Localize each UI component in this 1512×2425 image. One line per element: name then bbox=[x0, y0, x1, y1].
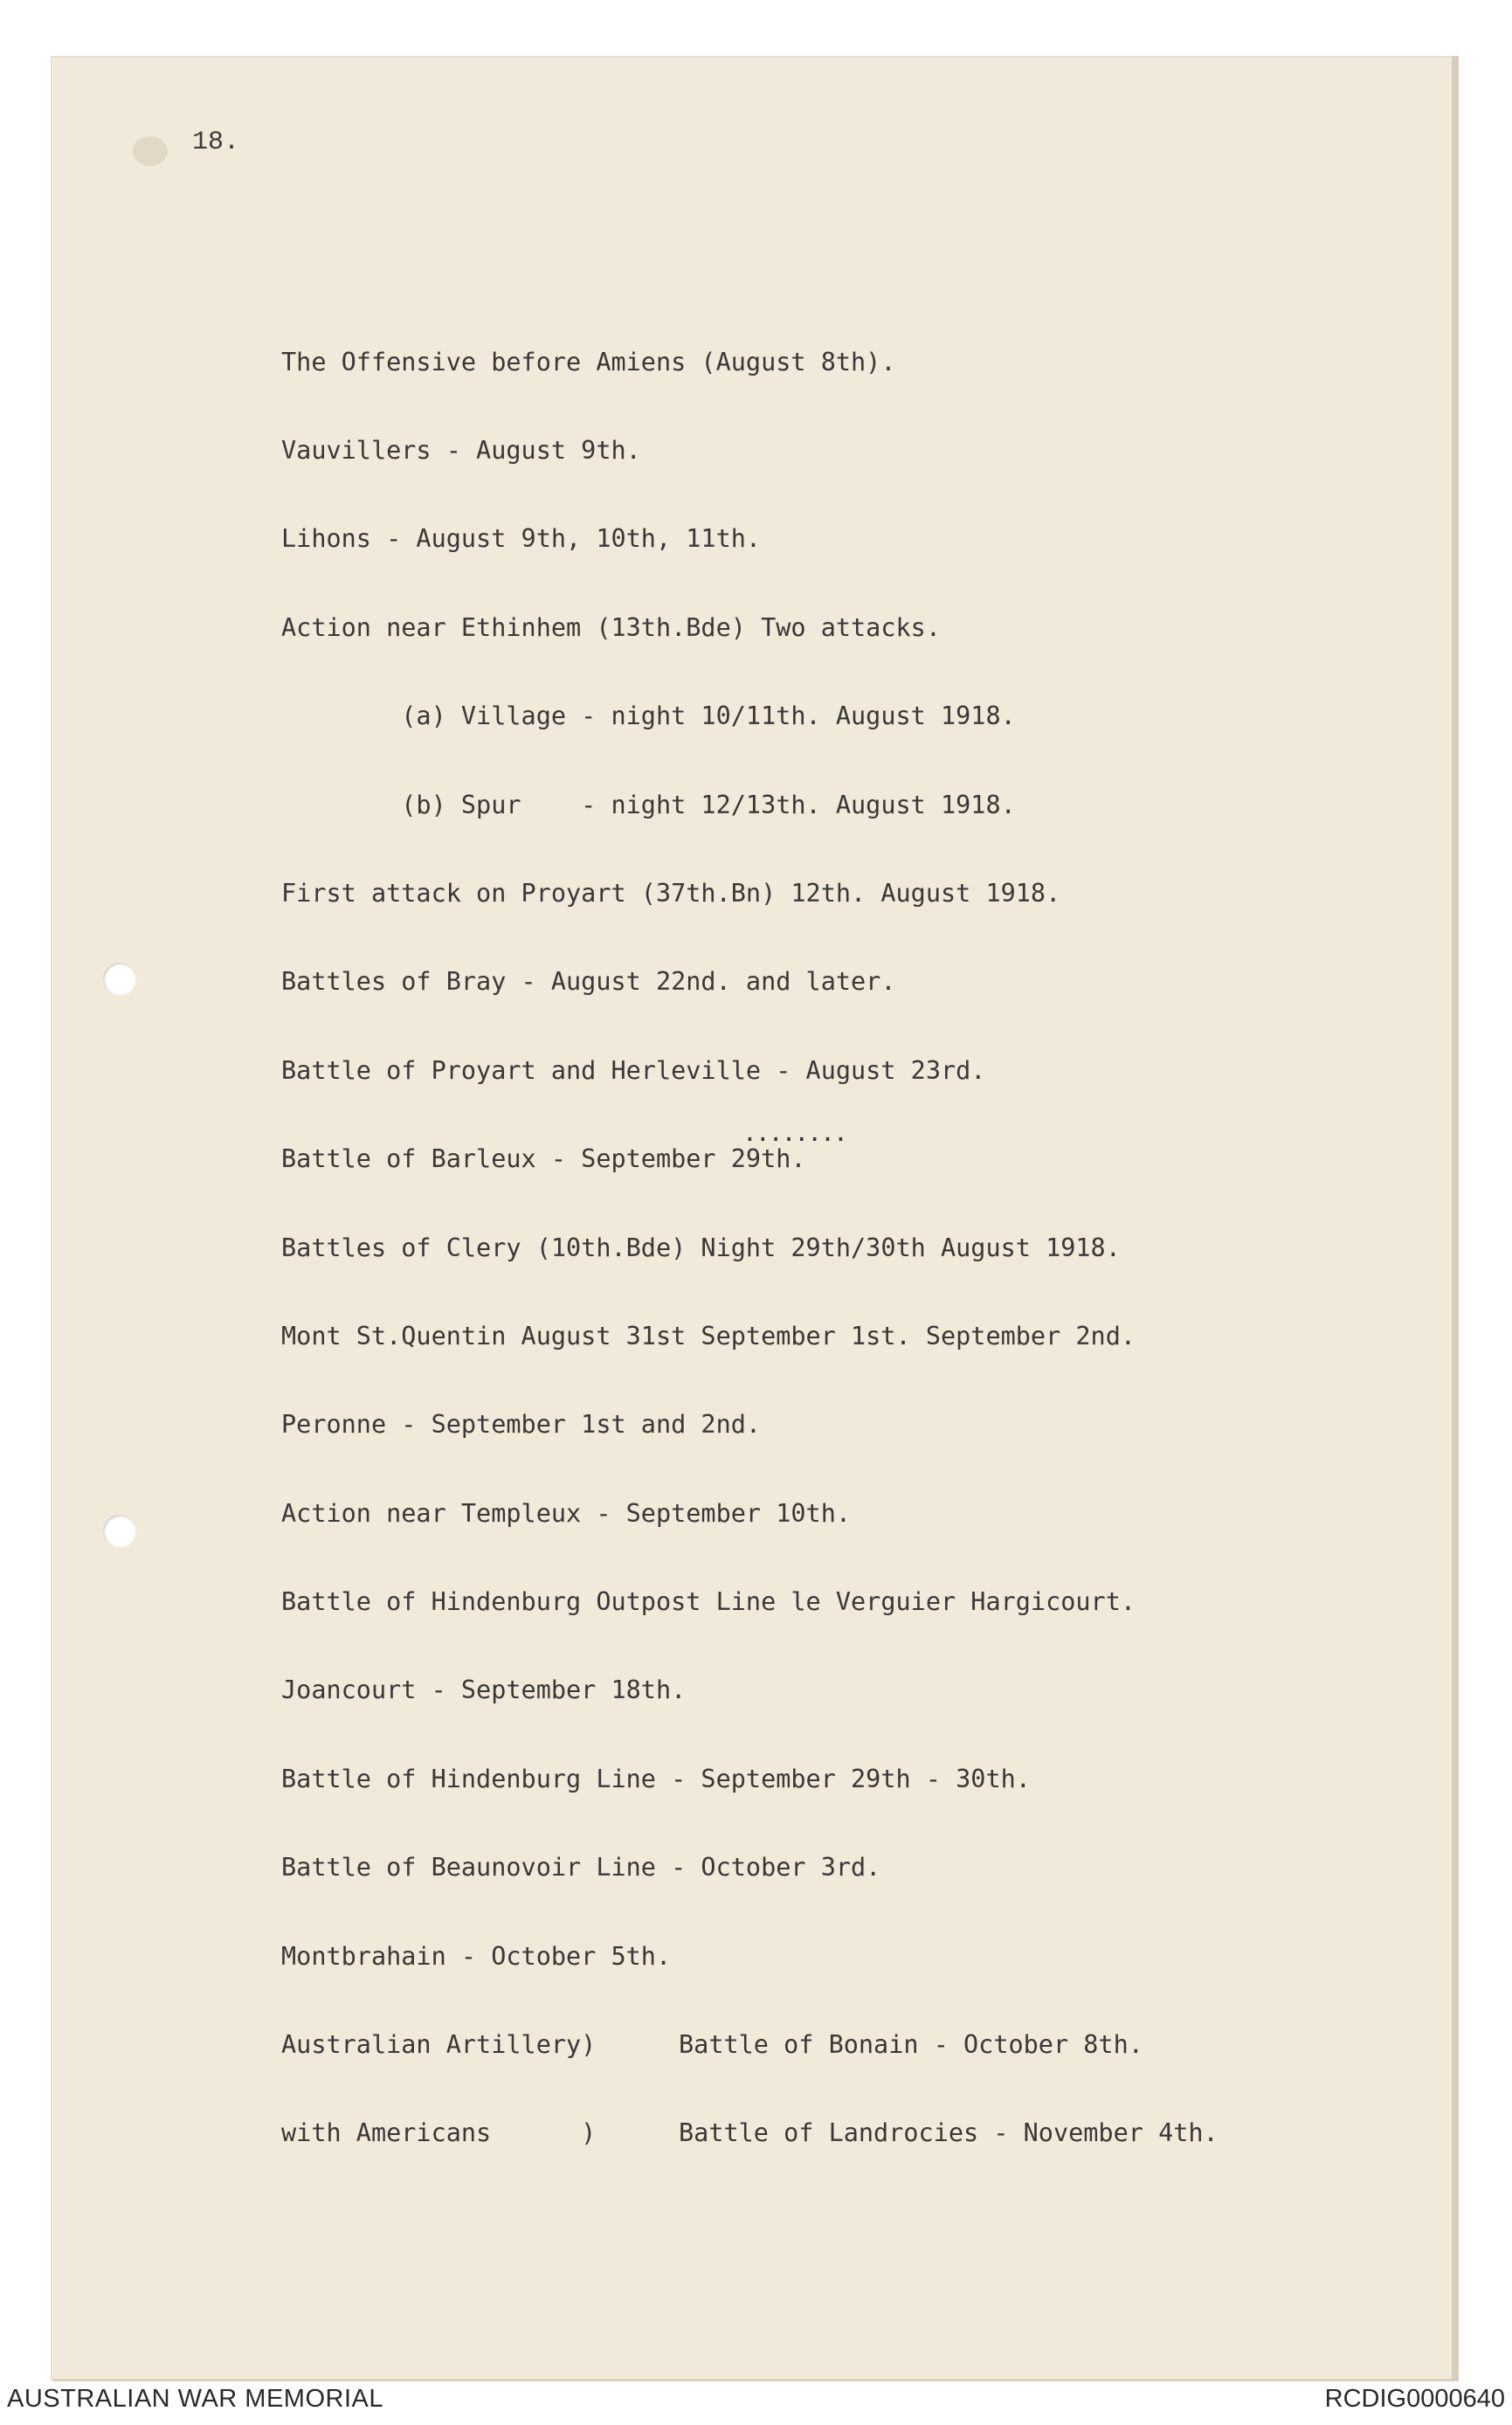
artillery-row bbox=[281, 2030, 1219, 2060]
artillery-row bbox=[281, 2118, 1219, 2148]
page-number: 18. bbox=[192, 128, 240, 157]
list-item: Mont St.Quentin August 31st September 1st. September 2nd. bbox=[281, 1321, 1136, 1351]
punch-hole-lower bbox=[103, 1515, 136, 1548]
list-item: Joancourt - September 18th. bbox=[281, 1675, 687, 1705]
archive-footer bbox=[0, 2385, 1512, 2420]
list-item: Lihons - August 9th, 10th, 11th. bbox=[281, 524, 762, 554]
list-item: Battle of Beaunovoir Line - October 3rd. bbox=[281, 1853, 881, 1883]
section-end-mark: ........ bbox=[742, 1118, 846, 1147]
artillery-label: with Americans ) bbox=[281, 2118, 597, 2148]
list-item: Action near Templeux - September 10th. bbox=[281, 1498, 852, 1528]
list-item: Battles of Bray - August 22nd. and later. bbox=[281, 967, 896, 997]
paper-stain bbox=[133, 136, 168, 166]
list-item: Battle of Proyart and Herleville - August 23rd. bbox=[281, 1055, 986, 1085]
list-item: Battle of Barleux - September 29th. bbox=[281, 1144, 806, 1174]
artillery-battle: Battle of Landrocies - November 4th. bbox=[679, 2118, 1219, 2148]
list-item: First attack on Proyart (37th.Bn) 12th. August 1918. bbox=[281, 878, 1061, 908]
list-item: Battle of Hindenburg Line - September 29th - 30th. bbox=[281, 1764, 1031, 1793]
list-item: Montbrahain - October 5th. bbox=[281, 1941, 672, 1971]
page-edge bbox=[1452, 56, 1459, 2380]
punch-hole-upper bbox=[103, 963, 136, 996]
list-item: Battles of Clery (10th.Bde) Night 29th/30th August 1918. bbox=[281, 1233, 1121, 1262]
list-item: (b) Spur - night 12/13th. August 1918. bbox=[281, 790, 1016, 819]
archive-credit: AUSTRALIAN WAR MEMORIAL bbox=[7, 2385, 383, 2413]
list-item: The Offensive before Amiens (August 8th). bbox=[281, 347, 896, 377]
list-item: Battle of Hindenburg Outpost Line le Verguier Hargicourt. bbox=[281, 1587, 1136, 1617]
list-item: Action near Ethinhem (13th.Bde) Two attacks. bbox=[281, 612, 941, 642]
battle-list bbox=[281, 288, 1219, 2178]
artillery-battle: Battle of Bonain - October 8th. bbox=[679, 2030, 1143, 2060]
list-item: Vauvillers - August 9th. bbox=[281, 435, 641, 465]
archive-identifier: RCDIG0000640 bbox=[1324, 2385, 1505, 2413]
list-item: (a) Village - night 10/11th. August 1918. bbox=[281, 701, 1016, 731]
artillery-label: Australian Artillery) bbox=[281, 2030, 597, 2060]
list-item: Peronne - September 1st and 2nd. bbox=[281, 1410, 762, 1440]
